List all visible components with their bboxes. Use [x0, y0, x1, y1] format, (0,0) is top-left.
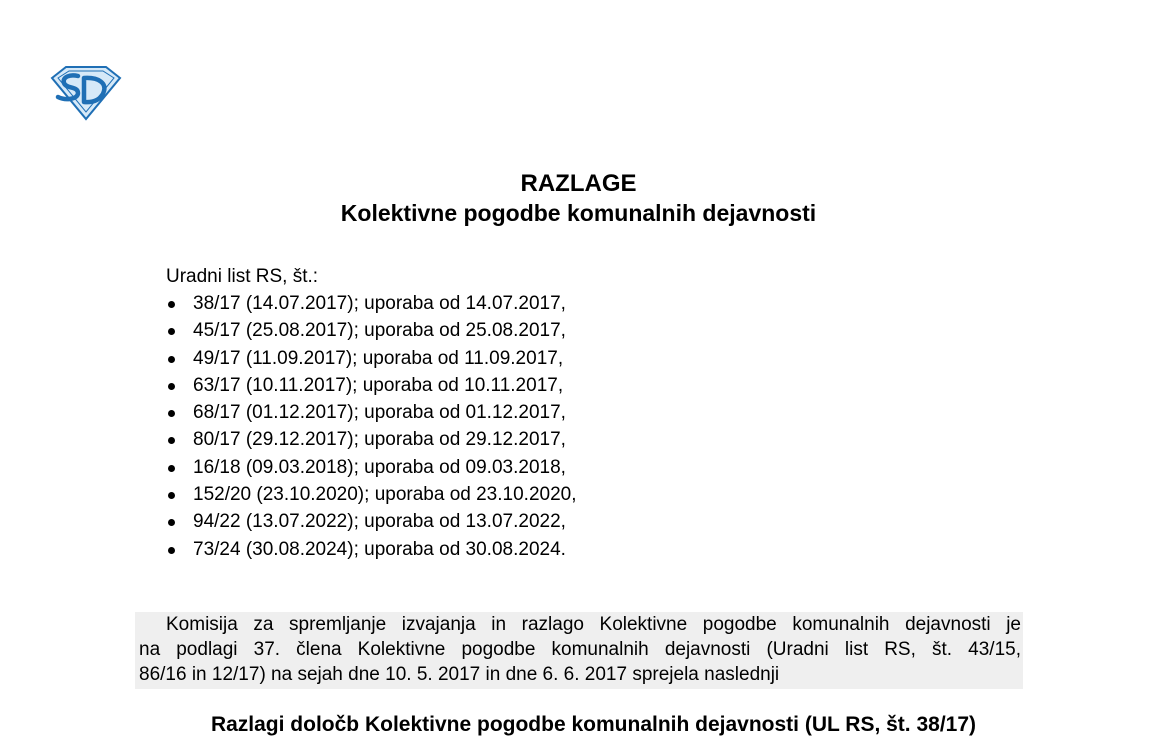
- bullet-icon: [168, 492, 175, 499]
- gazette-label: Uradni list RS, št.:: [166, 266, 319, 287]
- gazette-issue-item: 80/17 (29.12.2017); uporaba od 29.12.2017,: [166, 426, 577, 453]
- sd-shield-logo-icon: [48, 64, 124, 122]
- bullet-icon: [168, 465, 175, 472]
- gazette-issue-list: [166, 290, 577, 563]
- gazette-issue-item: 94/22 (13.07.2022); uporaba od 13.07.2022,: [166, 508, 577, 535]
- bullet-icon: [168, 356, 175, 363]
- bullet-icon: [168, 437, 175, 444]
- bullet-icon: [168, 547, 175, 554]
- intro-line: Komisija za spremljanje izvajanja in razlago Kolektivne pogodbe komunalnih dejavnosti je: [166, 614, 1021, 635]
- intro-line: na podlagi 37. člena Kolektivne pogodbe komunalnih dejavnosti (Uradni list RS, št. 43/15,: [139, 639, 1021, 660]
- gazette-issue-item: 73/24 (30.08.2024); uporaba od 30.08.2024.: [166, 536, 577, 563]
- bullet-icon: [168, 519, 175, 526]
- document-title: RAZLAGE: [520, 170, 637, 197]
- section-heading: Razlagi določb Kolektivne pogodbe komunalnih dejavnosti (UL RS, št. 38/17): [210, 713, 977, 736]
- gazette-issue-item: 152/20 (23.10.2020); uporaba od 23.10.2020,: [166, 481, 577, 508]
- document-header: [0, 170, 1157, 228]
- gazette-issue-item: 49/17 (11.09.2017); uporaba od 11.09.2017,: [166, 345, 577, 372]
- intro-paragraph: [135, 612, 1023, 689]
- gazette-issue-item: 16/18 (09.03.2018); uporaba od 09.03.2018,: [166, 454, 577, 481]
- gazette-list-section: [166, 263, 577, 563]
- gazette-issue-item: 63/17 (10.11.2017); uporaba od 10.11.2017,: [166, 372, 577, 399]
- intro-line: 86/16 in 12/17) na sejah dne 10. 5. 2017 in dne 6. 6. 2017 sprejela naslednji: [139, 664, 780, 685]
- gazette-issue-item: 68/17 (01.12.2017); uporaba od 01.12.2017,: [166, 399, 577, 426]
- gazette-issue-item: 38/17 (14.07.2017); uporaba od 14.07.2017,: [166, 290, 577, 317]
- bullet-icon: [168, 328, 175, 335]
- bullet-icon: [168, 383, 175, 390]
- bullet-icon: [168, 301, 175, 308]
- document-subtitle: Kolektivne pogodbe komunalnih dejavnosti: [340, 200, 817, 226]
- bullet-icon: [168, 410, 175, 417]
- gazette-issue-item: 45/17 (25.08.2017); uporaba od 25.08.2017,: [166, 317, 577, 344]
